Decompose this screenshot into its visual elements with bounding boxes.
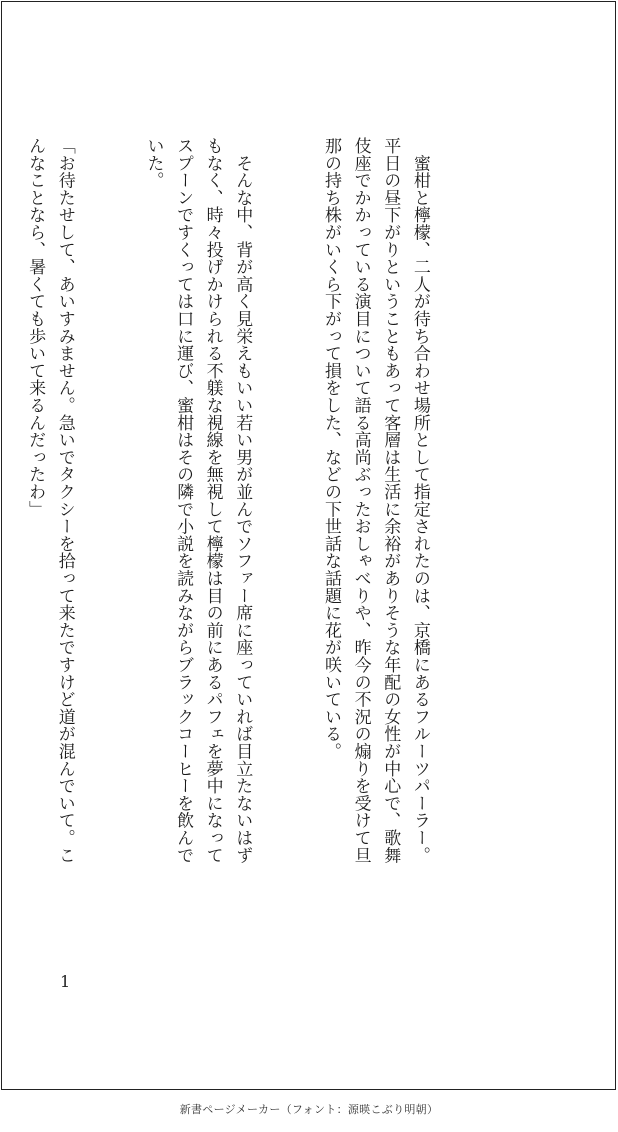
paragraph: 蜜柑と檸檬、二人が待ち合わせ場所として指定されたのは、京橋にあるフルーツパーラー。 平日の昼下がりということもあって客層は生活に余裕がありそうな年配の女性が中心で、歌舞 伎座でかかっている演目について語る高尚ぶったおしゃべりや、昨今の不況の煽りを受けて旦 那の持ち株がいくら下がって損をした、などの下世話な話題に花が咲いている。 <box>321 137 430 864</box>
footer-credit: 新書ページメーカー（フォント：源暎こぶり明朝） <box>179 1103 439 1116</box>
page-number: 1 <box>60 972 71 991</box>
page-frame <box>1 1 616 1090</box>
paragraph: 「お待たせして、あいすみません。急いでタクシーを拾って来たですけど道が混んでいて。こ んなことなら、暑くても歩いて来るんだったわ」 <box>25 137 75 864</box>
paragraph: そんな中、背が高く見栄えもいい若い男が並んでソファー席に座っていれば目立たないはず もなく、時々投げかけられる不躾な視線を無視して檸檬は目の前にあるパフェを夢中になって スプーンですくっては口に運び、蜜柑はその隣で小説を読みながらブラックコーヒーを飲んで いた。 <box>143 137 253 864</box>
body-text <box>0 137 493 927</box>
